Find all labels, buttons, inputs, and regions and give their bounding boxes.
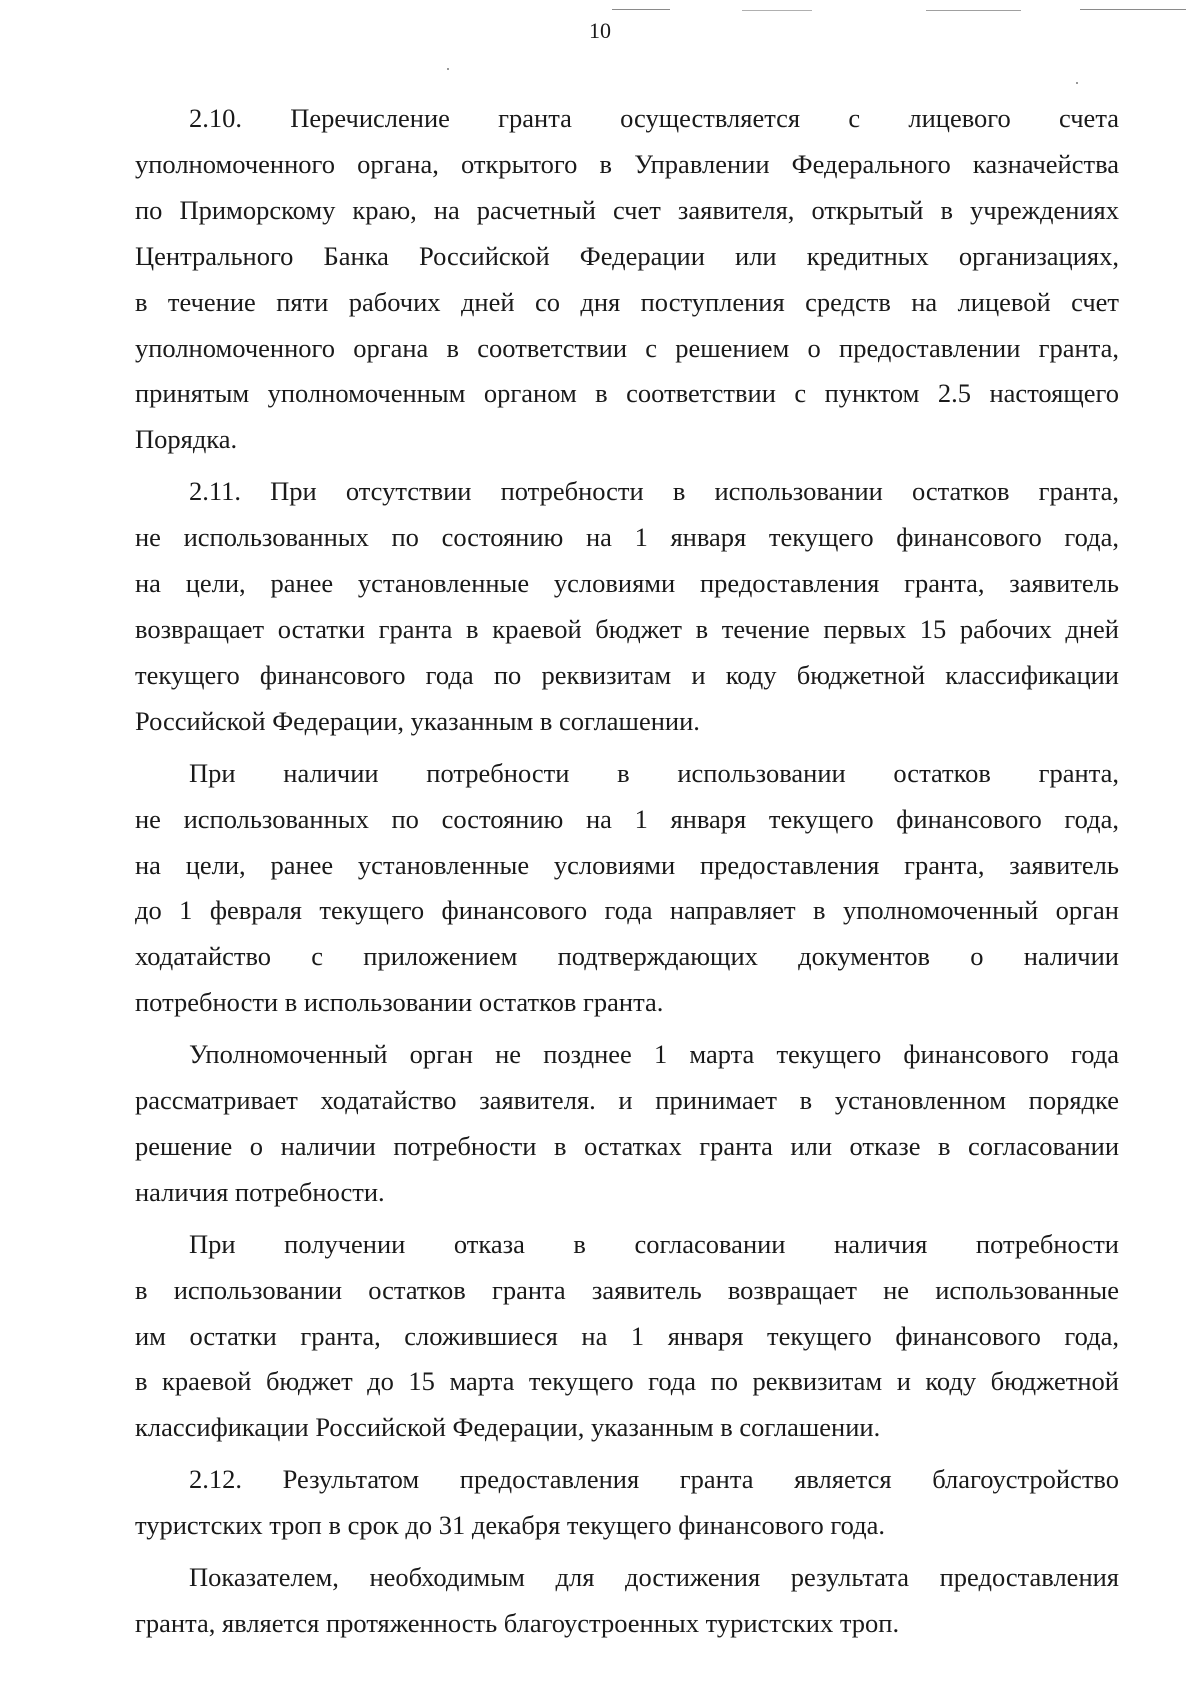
paragraph-p-2-10 [135, 96, 1119, 463]
text-line: в использовании остатков гранта заявитель возвращает не использованные [135, 1274, 1119, 1305]
text-line: на цели, ранее установленные условиями предоставления гранта, заявитель [135, 849, 1119, 880]
text-line: до 1 февраля текущего финансового года направляет в уполномоченный орган [135, 895, 1119, 926]
scan-artifact-line [1080, 9, 1186, 10]
text-line: Российской Федерации, указанным в соглашении. [135, 705, 700, 736]
scan-artifact-dot [1076, 82, 1078, 84]
paragraph-p-2-12 [135, 1457, 1119, 1549]
paragraph-p-need [135, 751, 1119, 1026]
text-line: Показателем, необходимым для достижения результата предоставления [189, 1562, 1119, 1593]
text-line: При наличии потребности в использовании остатков гранта, [189, 757, 1119, 788]
text-line: гранта, является протяженность благоустроенных туристских троп. [135, 1608, 900, 1638]
text-line: не использованных по состоянию на 1 января текущего финансового года, [135, 522, 1119, 553]
scan-artifact-line [926, 10, 1021, 11]
text-line: возвращает остатки гранта в краевой бюджет в течение первых 15 рабочих дней [135, 613, 1119, 644]
text-line: не использованных по состоянию на 1 января текущего финансового года, [135, 803, 1119, 834]
text-line: потребности в использовании остатков гранта. [135, 987, 664, 1018]
text-line: в течение пяти рабочих дней со дня поступления средств на лицевой счет [135, 286, 1119, 317]
text-line: 2.10. Перечисление гранта осуществляется с лицевого счета [189, 103, 1119, 133]
text-line: текущего финансового года по реквизитам и коду бюджетной классификации [135, 659, 1119, 690]
text-line: рассматривает ходатайство заявителя. и принимает в установленном порядке [135, 1085, 1119, 1116]
text-line: уполномоченного органа, открытого в Управлении Федерального казначейства [135, 148, 1119, 179]
page-number: 10 [589, 18, 611, 43]
paragraph-p-2-11 [135, 469, 1119, 744]
text-line: им остатки гранта, сложившиеся на 1 января текущего финансового года, [135, 1320, 1119, 1351]
scan-artifact-line [612, 9, 670, 10]
document-body [135, 96, 1119, 1647]
text-line: по Приморскому краю, на расчетный счет заявителя, открытый в учреждениях [135, 194, 1119, 225]
text-line: принятым уполномоченным органом в соответствии с пунктом 2.5 настоящего [135, 378, 1119, 409]
scan-artifact-dot [447, 68, 449, 70]
text-line: туристских троп в срок до 31 декабря текущего финансового года. [135, 1510, 885, 1541]
text-line: ходатайство с приложением подтверждающих документов о наличии [135, 941, 1119, 972]
text-line: 2.11. При отсутствии потребности в использовании остатков гранта, [189, 476, 1119, 507]
text-line: Уполномоченный орган не позднее 1 марта текущего финансового года [189, 1039, 1119, 1070]
text-line: в краевой бюджет до 15 марта текущего года по реквизитам и коду бюджетной [135, 1366, 1119, 1397]
text-line: 2.12. Результатом предоставления гранта является благоустройство [189, 1464, 1119, 1495]
paragraph-p-indicator [135, 1555, 1119, 1647]
text-line: Порядка. [135, 424, 238, 455]
paragraph-p-refusal [135, 1222, 1119, 1452]
text-line: классификации Российской Федерации, указанным в соглашении. [135, 1412, 881, 1443]
text-line: решение о наличии потребности в остатках гранта или отказе в согласовании [135, 1130, 1119, 1161]
text-line: на цели, ранее установленные условиями предоставления гранта, заявитель [135, 568, 1119, 599]
scan-artifact-line [742, 10, 812, 11]
text-line: При получении отказа в согласовании наличия потребности [189, 1228, 1119, 1259]
paragraph-p-authority [135, 1032, 1119, 1216]
text-line: Центрального Банка Российской Федерации или кредитных организациях, [135, 240, 1119, 271]
text-line: уполномоченного органа в соответствии с решением о предоставлении гранта, [135, 332, 1119, 363]
text-line: наличия потребности. [135, 1176, 385, 1207]
